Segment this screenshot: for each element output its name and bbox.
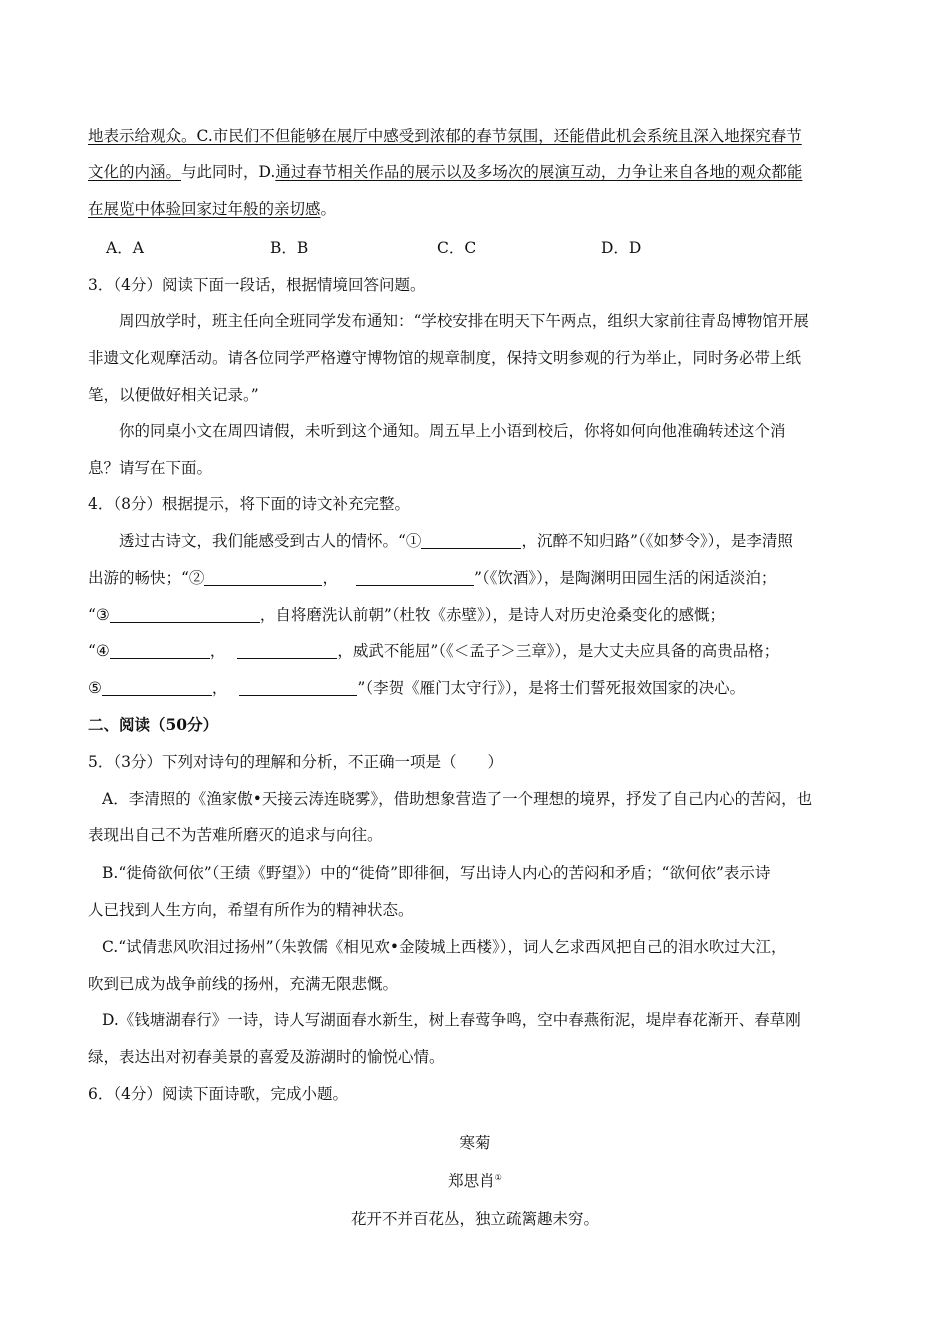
choice-c[interactable]: C．C [437,239,477,257]
q5-option-d-line2: 绿，表达出对初春美景的喜爱及游湖时的愉悦心情。 [88,1048,445,1066]
q3-title: 3．（4分）阅读下面一段话，根据情境回答问题。 [88,276,426,294]
choice-d[interactable]: D．D [601,239,642,257]
q2-segment-c-start: C.市民们不但能够在展厅中感受到浓郁的春节氛围，还能借此机会系统且深入地探究春节 [196,127,802,145]
q3-p1-line1: 周四放学时，班主任向全班同学发布通知：“学校安排在明天下午两点，组织大家前往青岛博物馆开展 [119,312,809,330]
poem-author-name: 郑思肖 [448,1172,495,1190]
q2-segment-b-end: 地表示给观众。 [88,127,197,145]
q4-l2-text-c: ”（《饮酒》），是陶渊明田园生活的闲适淡泊； [473,569,777,587]
q3-p2-line1: 你的同桌小文在周四请假，未听到这个通知。周五早上小语到校后，你将如何向他准确转述这个消 [119,422,786,440]
blank-4b[interactable] [237,642,337,659]
q5-title: 5．（3分）下列对诗句的理解和分析，不正确一项是（ ） [88,753,503,771]
q4-line5 [88,676,868,698]
q5-option-c-line1: C.“试倩悲风吹泪过扬州”（朱敦儒《相见欢•金陵城上西楼》），词人乞求西风把自己的泪水吹过大江， [102,938,787,956]
blank-2a[interactable] [204,569,322,586]
q5-option-c-line2: 吹到已成为战争前线的扬州，充满无限悲慨。 [88,975,399,993]
blank-4a[interactable] [110,642,210,659]
q5-option-a-line1: A．李清照的《渔家傲•天接云涛连晓雾》，借助想象营造了一个理想的境界，抒发了自己内心的苦闷，也 [102,790,813,808]
q4-line1 [88,529,868,551]
blank-3[interactable] [110,606,260,623]
q4-l1-text-a: 透过古诗文，我们能感受到古人的情怀。“① [119,532,422,550]
q4-l1-text-b: ，沉醉不知归路”（《如梦令》），是李清照 [521,532,793,550]
blank-2b[interactable] [356,569,474,586]
q4-l3-text-b: ，自将磨洗认前朝”（杜牧《赤壁》），是诗人对历史沧桑变化的感慨； [259,606,726,624]
q2-line-2 [88,160,868,182]
q4-l2-text-a: 出游的畅快；“② [88,569,205,587]
q4-title: 4．（8分）根据提示，将下面的诗文补充完整。 [88,495,410,513]
q2-line-1 [88,124,868,146]
q4-l5-text-b: ， [211,679,228,697]
q5-option-d-line1: D.《钱塘湖春行》一诗，诗人写湖面春水新生，树上春莺争鸣，空中春燕衔泥，堤岸春花渐开、春草刚 [102,1011,801,1029]
q4-line3 [88,603,868,625]
q2-line-3 [88,197,868,219]
q4-l4-text-c: ，威武不能屈”（《＜孟子＞三章》），是大丈夫应具备的高贵品格； [337,642,780,660]
q3-p1-line2: 非遗文化观摩活动。请各位同学严格遵守博物馆的规章制度，保持文明参观的行为举止，同时务必带上纸 [88,349,802,367]
poem-author [0,1169,950,1191]
q4-line2 [88,566,868,588]
q3-p2-line2: 息？请写在下面。 [88,459,213,477]
q4-l5-text-a: ⑤ [88,679,102,697]
blank-5b[interactable] [239,679,357,696]
blank-1[interactable] [421,532,521,549]
q2-segment-d-start: 通过春节相关作品的展示以及多场次的展演互动，力争让来自各地的观众都能 [275,163,803,181]
q5-option-b-line1: B.“徙倚欲何依”（王绩《野望》）中的“徙倚”即徘徊，写出诗人内心的苦闷和矛盾；“欲何依”表示诗 [102,864,771,882]
q2-period: 。 [320,200,337,218]
q3-p1-line3: 笔，以便做好相关记录。” [88,386,259,404]
q4-l5-text-c: ”（李贺《雁门太守行》），是将士们誓死报效国家的决心。 [357,679,746,697]
choice-a[interactable]: A．A [106,239,144,257]
choice-b[interactable]: B．B [270,239,309,257]
section-2-title: 二、阅读（50分） [88,715,219,734]
q2-segment-d-end: 在展览中体验回家过年般的亲切感 [88,200,321,218]
q4-l2-text-b: ， [322,569,338,587]
q4-l3-text-a: “③ [88,606,110,624]
blank-5a[interactable] [102,679,212,696]
q5-option-a-line2: 表现出自己不为苦难所磨灭的追求与向往。 [88,826,383,844]
q4-l4-text-a: “④ [88,642,110,660]
q4-l4-text-b: ， [209,642,226,660]
poem-line-1: 花开不并百花丛，独立疏篱趣未穷。 [350,1210,599,1228]
poem-title: 寒菊 [459,1134,491,1152]
q2-connector: 与此同时，D. [181,163,276,181]
footnote-marker: ① [494,1172,502,1182]
q2-choices [88,236,868,260]
q6-title: 6．（4分）阅读下面诗歌，完成小题。 [88,1085,348,1103]
q2-segment-c-end: 文化的内涵。 [88,163,182,181]
q4-line4 [88,639,868,661]
q5-option-b-line2: 人已找到人生方向，希望有所作为的精神状态。 [88,901,414,919]
